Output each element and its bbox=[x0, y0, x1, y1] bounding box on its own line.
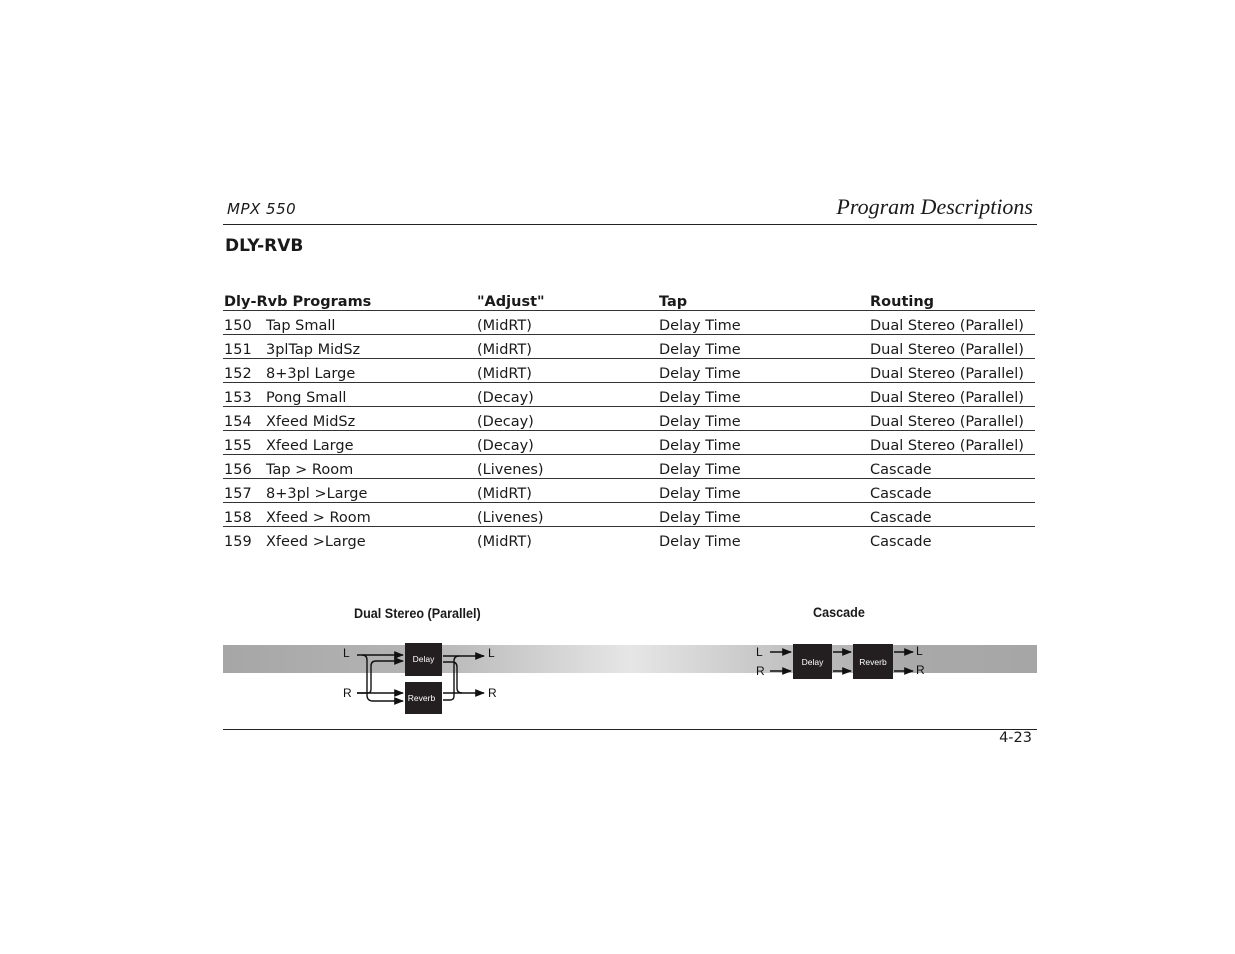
column-header-routing: Routing bbox=[869, 287, 1035, 311]
manual-name: MPX 550 bbox=[227, 200, 297, 218]
cascade-diagram bbox=[756, 644, 925, 679]
routing-cell: Dual Stereo (Parallel) bbox=[869, 383, 1035, 407]
program-name: 8+3pl >Large bbox=[266, 486, 368, 502]
program-name: Xfeed MidSz bbox=[266, 414, 356, 430]
parallel-diagram-title: Dual Stereo (Parallel) bbox=[354, 605, 481, 621]
tap-cell: Delay Time bbox=[658, 383, 869, 407]
routing-cell: Dual Stereo (Parallel) bbox=[869, 311, 1035, 335]
adjust-cell: (MidRT) bbox=[476, 479, 658, 503]
routing-cell: Dual Stereo (Parallel) bbox=[869, 431, 1035, 455]
adjust-cell: (MidRT) bbox=[476, 359, 658, 383]
section-heading: Program Descriptions bbox=[836, 194, 1033, 219]
program-number: 151 bbox=[224, 342, 252, 358]
adjust-cell: (MidRT) bbox=[476, 335, 658, 359]
routing-cell: Cascade bbox=[869, 503, 1035, 527]
parallel-diagram bbox=[343, 643, 497, 714]
program-number: 154 bbox=[224, 414, 252, 430]
program-name: Xfeed > Room bbox=[266, 510, 371, 526]
program-name: Tap > Room bbox=[266, 462, 354, 478]
program-name: Xfeed Large bbox=[266, 438, 354, 454]
adjust-cell: (MidRT) bbox=[476, 311, 658, 335]
program-number: 158 bbox=[224, 510, 252, 526]
program-number: 156 bbox=[224, 462, 252, 478]
program-number: 157 bbox=[224, 486, 252, 502]
column-header-programs: Dly-Rvb Programs bbox=[223, 287, 476, 311]
column-header-tap: Tap bbox=[658, 287, 869, 311]
adjust-cell: (Decay) bbox=[476, 383, 658, 407]
cascade-input-left-label: L bbox=[756, 645, 763, 659]
parallel-output-right-label: R bbox=[488, 686, 497, 700]
program-name: 3plTap MidSz bbox=[266, 342, 361, 358]
cascade-input-right-label: R bbox=[756, 664, 765, 678]
cascade-diagram-title: Cascade bbox=[813, 604, 865, 620]
routing-cell: Dual Stereo (Parallel) bbox=[869, 407, 1035, 431]
parallel-output-left-label: L bbox=[488, 646, 495, 660]
tap-cell: Delay Time bbox=[658, 407, 869, 431]
program-number: 159 bbox=[224, 534, 252, 550]
program-name: 8+3pl Large bbox=[266, 366, 356, 382]
program-name: Pong Small bbox=[266, 390, 347, 406]
footer-rule bbox=[223, 729, 1037, 730]
program-number: 150 bbox=[224, 318, 252, 334]
program-name: Tap Small bbox=[266, 318, 336, 334]
parallel-delay-label: Delay bbox=[412, 654, 435, 664]
adjust-cell: (Decay) bbox=[476, 431, 658, 455]
cascade-delay-label: Delay bbox=[801, 657, 824, 667]
parallel-input-left-label: L bbox=[343, 646, 350, 660]
tap-cell: Delay Time bbox=[658, 359, 869, 383]
tap-cell: Delay Time bbox=[658, 335, 869, 359]
cascade-output-left-label: L bbox=[916, 644, 923, 658]
tap-cell: Delay Time bbox=[658, 503, 869, 527]
routing-cell: Dual Stereo (Parallel) bbox=[869, 359, 1035, 383]
tap-cell: Delay Time bbox=[658, 479, 869, 503]
adjust-cell: (MidRT) bbox=[477, 534, 532, 550]
adjust-cell: (Livenes) bbox=[476, 503, 658, 527]
adjust-cell: (Decay) bbox=[476, 407, 658, 431]
parallel-input-right-label: R bbox=[343, 686, 352, 700]
tap-cell: Delay Time bbox=[658, 311, 869, 335]
routing-cell: Cascade bbox=[870, 534, 932, 550]
section-title: DLY-RVB bbox=[225, 236, 304, 256]
program-name: Xfeed >Large bbox=[266, 534, 366, 550]
tap-cell: Delay Time bbox=[658, 455, 869, 479]
program-number: 153 bbox=[224, 390, 252, 406]
tap-cell: Delay Time bbox=[658, 431, 869, 455]
tap-cell: Delay Time bbox=[659, 534, 741, 550]
adjust-cell: (Livenes) bbox=[476, 455, 658, 479]
parallel-reverb-label: Reverb bbox=[407, 693, 436, 703]
column-header-adjust: "Adjust" bbox=[476, 287, 658, 311]
cascade-reverb-label: Reverb bbox=[859, 657, 887, 667]
program-number: 155 bbox=[224, 438, 252, 454]
routing-cell: Dual Stereo (Parallel) bbox=[869, 335, 1035, 359]
routing-cell: Cascade bbox=[869, 479, 1035, 503]
routing-cell: Cascade bbox=[869, 455, 1035, 479]
page-number: 4-23 bbox=[999, 730, 1032, 746]
cascade-output-right-label: R bbox=[916, 663, 925, 677]
program-number: 152 bbox=[224, 366, 252, 382]
